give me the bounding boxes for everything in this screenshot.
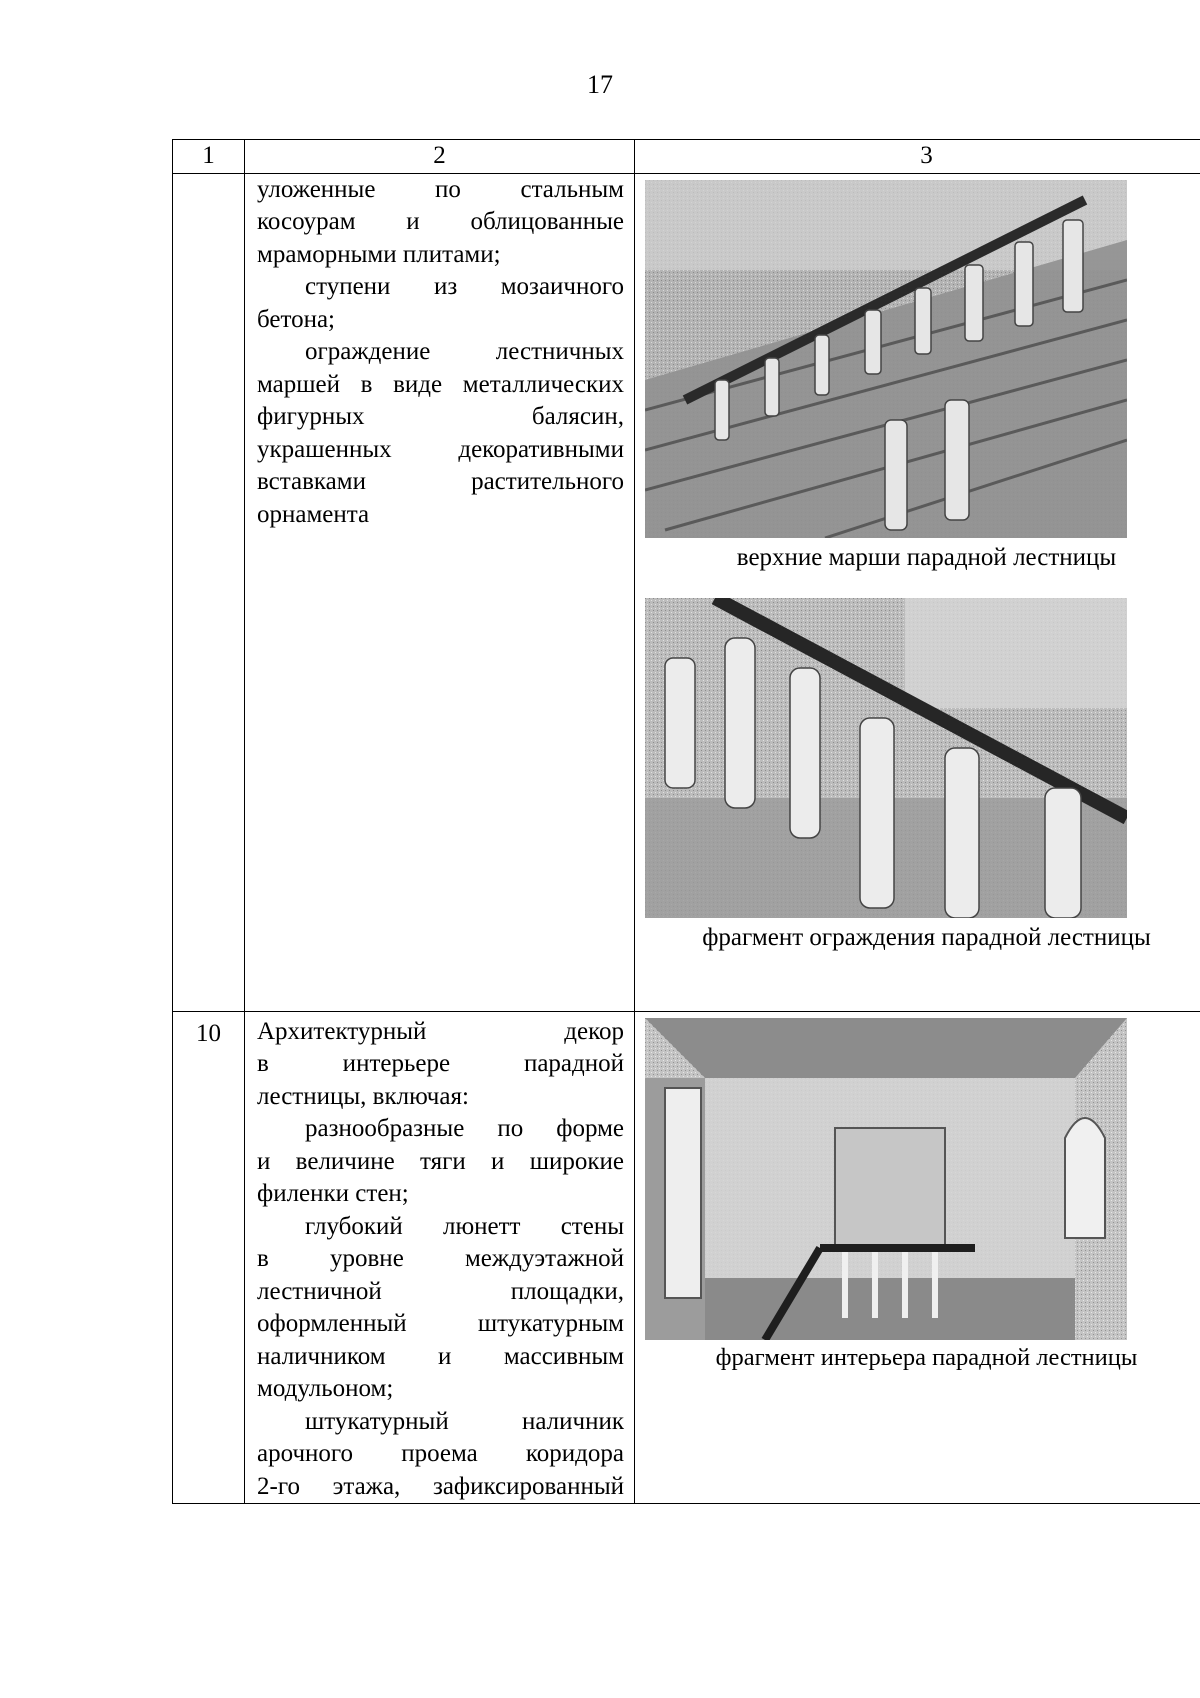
table-row-10 bbox=[173, 1011, 1200, 1504]
description-line: штукатурный наличник bbox=[305, 1407, 624, 1435]
description-line: разнообразные по форме bbox=[305, 1115, 624, 1142]
table-row-continued bbox=[173, 173, 1200, 1011]
description-line: глубокий люнетт стены bbox=[305, 1212, 624, 1240]
description-line: украшенных декоративными bbox=[257, 435, 624, 463]
row-photos-cell bbox=[635, 1011, 1200, 1504]
description-line: ступени из мозаичного bbox=[305, 273, 624, 300]
interior-photo bbox=[645, 1018, 1127, 1340]
staircase-photo bbox=[645, 180, 1127, 538]
table-header-row bbox=[173, 140, 1200, 174]
description-line: модульоном; bbox=[257, 1375, 394, 1402]
description-line: орнамента bbox=[257, 500, 370, 528]
row-photos-cell bbox=[635, 173, 1200, 1011]
description-line: и величине тяги и широкие bbox=[257, 1147, 624, 1175]
description-line: ограждение лестничных bbox=[305, 338, 624, 365]
description-line: фигурных балясин, bbox=[257, 403, 624, 430]
description-line: в уровне междуэтажной bbox=[257, 1245, 624, 1272]
description-line: оформленный штукатурным bbox=[257, 1310, 624, 1337]
description-line: мраморными плитами; bbox=[257, 240, 501, 268]
description-line: лестницы, включая: bbox=[257, 1082, 469, 1110]
description-line: маршей в виде металлических bbox=[257, 370, 624, 398]
header-cell-3: 3 bbox=[635, 140, 1200, 174]
description-line: вставками растительного bbox=[257, 468, 624, 495]
header-cell-2: 2 bbox=[245, 140, 635, 174]
row-description-cell bbox=[245, 1011, 635, 1504]
description-line: Архитектурный декор bbox=[257, 1017, 624, 1045]
description-line: бетона; bbox=[257, 305, 336, 333]
photo-caption-text: фрагмент ограждения парадной лестницы bbox=[702, 923, 1151, 951]
description-line: 2-го этажа, зафиксированный bbox=[257, 1472, 624, 1500]
description-line: уложенные по стальным bbox=[257, 175, 624, 203]
monument-table bbox=[172, 139, 1200, 1504]
description-line: наличником и массивным bbox=[257, 1342, 624, 1370]
page-number: 17 bbox=[587, 70, 613, 99]
row-description-cell bbox=[245, 173, 635, 1011]
photo-caption bbox=[635, 918, 1200, 968]
row-number-cell: 10 bbox=[173, 1011, 245, 1504]
description-line: арочного проема коридора bbox=[257, 1440, 624, 1467]
photo-caption: фрагмент интерьера парадной лестницы bbox=[715, 1343, 1138, 1371]
balustrade-photo bbox=[645, 598, 1127, 918]
description-line: лестничной площадки, bbox=[257, 1277, 624, 1305]
description-line: косоурам и облицованные bbox=[257, 208, 624, 235]
row-number-cell bbox=[173, 173, 245, 1011]
description-line: филенки стен; bbox=[257, 1180, 409, 1207]
header-cell-1: 1 bbox=[173, 140, 245, 174]
description-line: в интерьере парадной bbox=[257, 1050, 624, 1077]
photo-caption: верхние марши парадной лестницы bbox=[736, 543, 1117, 571]
